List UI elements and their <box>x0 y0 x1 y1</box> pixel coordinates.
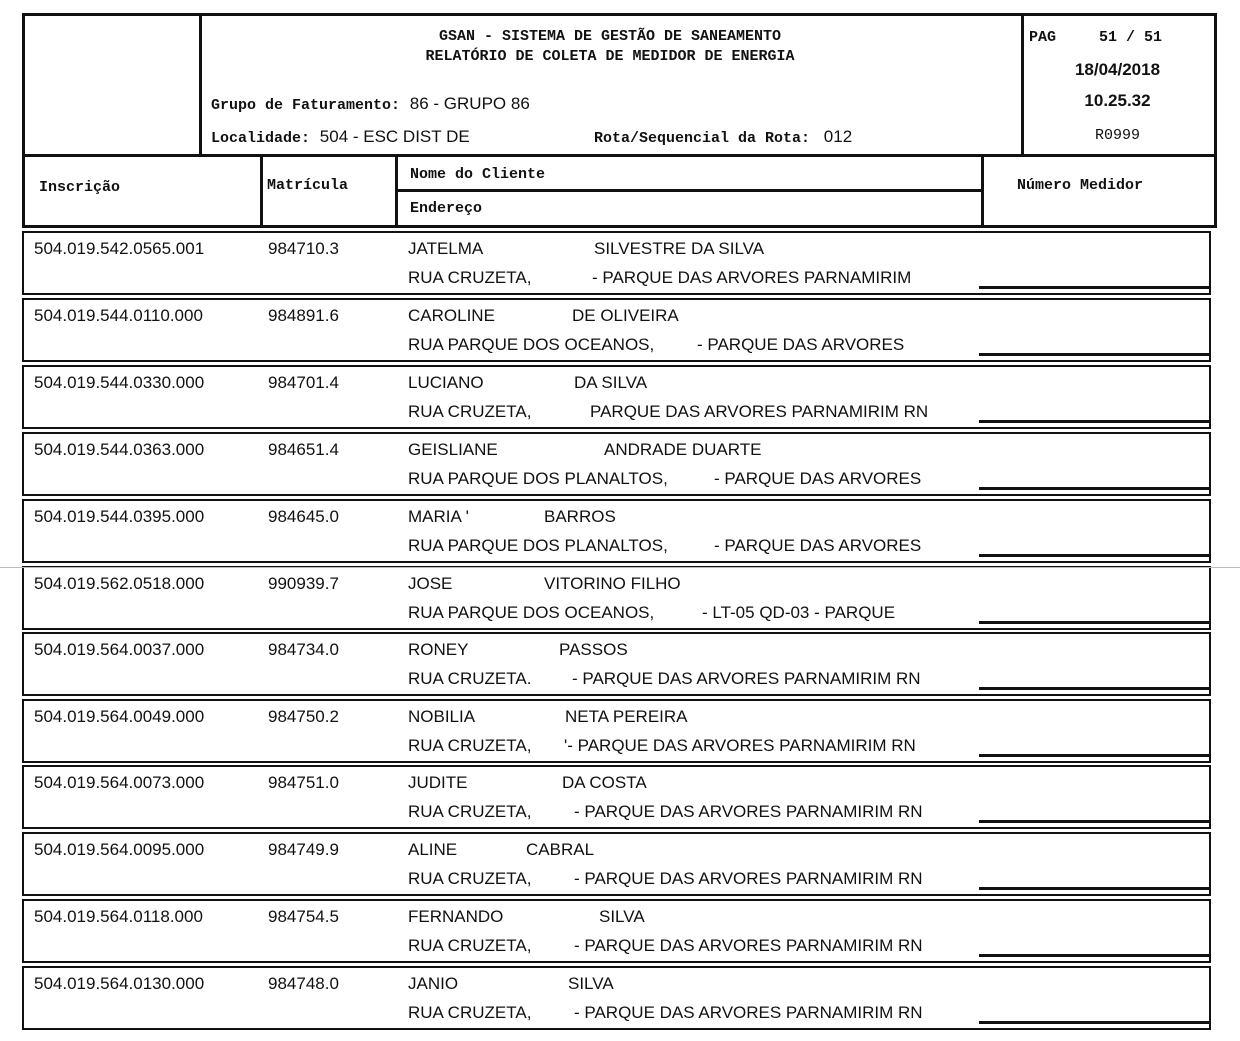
record-district: - PARQUE DAS ARVORES PARNAMIRIM RN <box>574 869 923 888</box>
record-matricula: 984749.9 <box>268 840 339 859</box>
record-first-name: LUCIANO <box>408 373 484 392</box>
record-district: - PARQUE DAS ARVORES <box>714 536 922 555</box>
record-street: RUA CRUZETA, <box>408 936 532 955</box>
record-inscricao: 504.019.564.0130.000 <box>34 974 205 993</box>
page-label: PAG <box>1029 29 1057 46</box>
record-matricula: 984891.6 <box>268 306 339 325</box>
record-last-name: CABRAL <box>526 840 595 859</box>
record-district: - PARQUE DAS ARVORES PARNAMIRIM RN <box>574 802 923 821</box>
record-last-name: SILVESTRE DA SILVA <box>594 239 765 258</box>
meter-number-line[interactable] <box>979 353 1211 356</box>
report-code: R0999 <box>1094 127 1140 144</box>
report-time: 10.25.32 <box>1084 91 1151 110</box>
record-first-name: MARIA ' <box>408 507 469 526</box>
record-street: RUA CRUZETA, <box>408 869 532 888</box>
record-matricula: 984748.0 <box>268 974 339 993</box>
record-first-name: NOBILIA <box>408 707 476 726</box>
record-district: '- PARQUE DAS ARVORES PARNAMIRIM RN <box>564 736 916 755</box>
record-matricula: 990939.7 <box>268 574 339 593</box>
record-row <box>22 832 1211 896</box>
record-last-name: NETA PEREIRA <box>565 707 688 726</box>
record-first-name: JUDITE <box>408 773 468 792</box>
record-street: RUA CRUZETA, <box>408 736 532 755</box>
record-first-name: FERNANDO <box>408 907 504 926</box>
record-district: - PARQUE DAS ARVORES PARNAMIRIM RN <box>574 1003 923 1022</box>
meter-number-line[interactable] <box>979 420 1211 423</box>
record-row <box>22 231 1211 295</box>
record-row <box>22 699 1211 763</box>
record-matricula: 984754.5 <box>268 907 339 926</box>
record-street: RUA PARQUE DOS PLANALTOS, <box>408 536 668 555</box>
col-medidor: Número Medidor <box>1017 177 1144 194</box>
record-street: RUA CRUZETA, <box>408 1003 532 1022</box>
record-inscricao: 504.019.564.0073.000 <box>34 773 205 792</box>
record-last-name: DA SILVA <box>574 373 648 392</box>
record-row <box>22 499 1211 563</box>
record-inscricao: 504.019.562.0518.000 <box>34 574 205 593</box>
record-last-name: VITORINO FILHO <box>544 574 681 593</box>
record-matricula: 984651.4 <box>268 440 339 459</box>
record-last-name: DA COSTA <box>562 773 647 792</box>
record-district: PARQUE DAS ARVORES PARNAMIRIM RN <box>590 402 929 421</box>
record-district: - PARQUE DAS ARVORES PARNAMIRIM <box>592 268 912 287</box>
meter-number-line[interactable] <box>979 1021 1211 1024</box>
col-endereco: Endereço <box>410 200 483 217</box>
meter-number-line[interactable] <box>979 954 1211 957</box>
record-street: RUA CRUZETA, <box>408 802 532 821</box>
record-inscricao: 504.019.564.0118.000 <box>34 907 203 926</box>
record-district: - PARQUE DAS ARVORES <box>714 469 922 488</box>
record-inscricao: 504.019.564.0037.000 <box>34 640 205 659</box>
system-title: GSAN - SISTEMA DE GESTÃO DE SANEAMENTO <box>438 28 782 45</box>
record-last-name: PASSOS <box>559 640 628 659</box>
record-first-name: ALINE <box>408 840 458 859</box>
record-inscricao: 504.019.564.0095.000 <box>34 840 205 859</box>
meter-number-line[interactable] <box>979 820 1211 823</box>
record-last-name: ANDRADE DUARTE <box>604 440 762 459</box>
meter-number-line[interactable] <box>979 887 1211 890</box>
record-inscricao: 504.019.544.0330.000 <box>34 373 205 392</box>
record-last-name: SILVA <box>568 974 614 993</box>
record-matricula: 984701.4 <box>268 373 339 392</box>
record-district: - LT-05 QD-03 - PARQUE <box>702 603 896 622</box>
record-inscricao: 504.019.544.0110.000 <box>34 306 203 325</box>
record-first-name: RONEY <box>408 640 469 659</box>
meter-number-line[interactable] <box>979 621 1211 624</box>
record-row <box>22 632 1211 696</box>
record-first-name: JATELMA <box>408 239 484 258</box>
record-street: RUA CRUZETA, <box>408 402 532 421</box>
record-row <box>22 432 1211 496</box>
record-first-name: CAROLINE <box>408 306 495 325</box>
record-row <box>22 298 1211 362</box>
record-district: - PARQUE DAS ARVORES <box>697 335 905 354</box>
record-matricula: 984751.0 <box>268 773 339 792</box>
grupo-label: Grupo de Faturamento: <box>211 97 401 114</box>
record-matricula: 984734.0 <box>268 640 339 659</box>
col-nome: Nome do Cliente <box>410 166 546 183</box>
record-inscricao: 504.019.564.0049.000 <box>34 707 205 726</box>
record-last-name: BARROS <box>544 507 616 526</box>
meter-number-line[interactable] <box>979 286 1211 289</box>
record-last-name: DE OLIVEIRA <box>572 306 679 325</box>
record-matricula: 984750.2 <box>268 707 339 726</box>
record-street: RUA PARQUE DOS OCEANOS, <box>408 603 655 622</box>
record-matricula: 984645.0 <box>268 507 339 526</box>
page-break-line <box>0 567 1240 568</box>
record-row <box>22 966 1211 1030</box>
meter-number-line[interactable] <box>979 754 1211 757</box>
meter-number-line[interactable] <box>979 687 1211 690</box>
rota-value: 012 <box>823 127 853 146</box>
record-last-name: SILVA <box>599 907 645 926</box>
record-street: RUA PARQUE DOS PLANALTOS, <box>408 469 668 488</box>
record-first-name: JANIO <box>408 974 459 993</box>
record-street: RUA CRUZETA, <box>408 268 532 287</box>
record-row <box>22 365 1211 429</box>
record-street: RUA PARQUE DOS OCEANOS, <box>408 335 655 354</box>
record-first-name: GEISLIANE <box>408 440 498 459</box>
record-first-name: JOSE <box>408 574 453 593</box>
record-district: - PARQUE DAS ARVORES PARNAMIRIM RN <box>572 669 921 688</box>
meter-number-line[interactable] <box>979 487 1211 490</box>
page-number: 51 / 51 <box>1099 29 1163 46</box>
grupo-value: 86 - GRUPO 86 <box>409 94 530 113</box>
record-inscricao: 504.019.544.0363.000 <box>34 440 205 459</box>
col-matricula: Matrícula <box>267 177 349 194</box>
rota-label: Rota/Sequencial da Rota: <box>594 130 811 147</box>
record-row <box>22 899 1211 963</box>
localidade-value: 504 - ESC DIST DE <box>319 127 470 146</box>
record-inscricao: 504.019.542.0565.001 <box>34 239 205 258</box>
report-date: 18/04/2018 <box>1074 60 1161 79</box>
col-inscricao: Inscrição <box>39 179 121 196</box>
record-street: RUA CRUZETA. <box>408 669 532 688</box>
record-district: - PARQUE DAS ARVORES PARNAMIRIM RN <box>574 936 923 955</box>
localidade-label: Localidade: <box>211 130 311 147</box>
record-inscricao: 504.019.544.0395.000 <box>34 507 205 526</box>
record-row <box>22 765 1211 829</box>
record-matricula: 984710.3 <box>268 239 339 258</box>
meter-number-line[interactable] <box>979 554 1211 557</box>
record-row <box>22 566 1211 630</box>
report-title: RELATÓRIO DE COLETA DE MEDIDOR DE ENERGIA <box>425 48 795 65</box>
